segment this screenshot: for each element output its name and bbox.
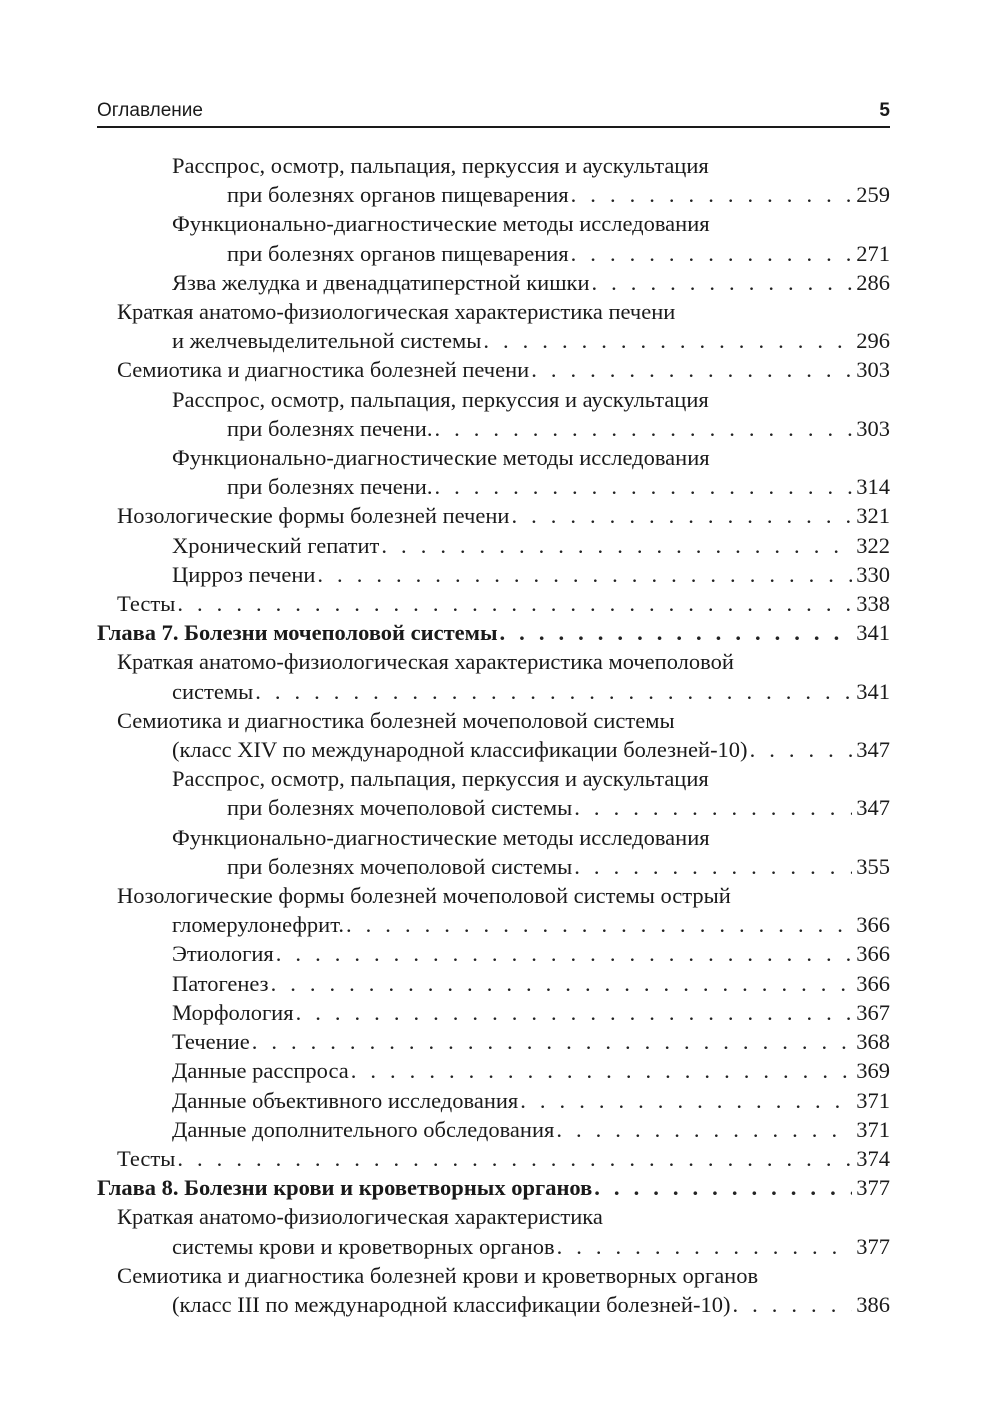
toc-entry-title: Нозологические формы болезней печени: [117, 503, 510, 529]
toc-entry-line: [117, 706, 890, 735]
dot-leader: [594, 1173, 852, 1202]
toc-entry-line: [172, 939, 890, 968]
toc-entry-line: [172, 764, 890, 793]
toc-entry[interactable]: [97, 151, 890, 209]
dot-leader: [434, 472, 852, 501]
toc-entry-title: и желчевыделительной системы: [172, 328, 482, 354]
dot-leader: [346, 910, 852, 939]
dot-leader: [520, 1086, 852, 1115]
toc-entry-line: [172, 239, 890, 268]
toc-entry-title: Язва желудка и двенадцатиперстной кишки: [172, 269, 590, 295]
dot-leader: [483, 326, 852, 355]
toc-entry[interactable]: [97, 589, 890, 618]
toc-entry[interactable]: [97, 385, 890, 443]
toc-entry-title: Функционально-диагностические методы исследования: [172, 445, 710, 471]
dot-leader: [177, 1144, 852, 1173]
toc-entry-line: [172, 268, 890, 297]
toc-page-number: 366: [856, 941, 890, 967]
toc-entry-title: Семиотика и диагностика болезней крови и кроветворных органов: [117, 1262, 759, 1288]
dot-leader: [317, 560, 852, 589]
toc-entry-title: Семиотика и диагностика болезней мочеполовой системы: [117, 707, 675, 733]
toc-entry-line: [172, 385, 890, 414]
toc-page-number: 355: [856, 853, 890, 879]
toc-entry[interactable]: [97, 443, 890, 501]
toc-entry[interactable]: [97, 647, 890, 705]
toc-entry-title: Данные объективного исследования: [172, 1087, 519, 1113]
toc-entry-line: [172, 1027, 890, 1056]
toc-entry-title: гломерулонефрит.: [172, 912, 344, 938]
toc-page-number: 259: [856, 182, 890, 208]
dot-leader: [732, 1290, 852, 1319]
toc-entry[interactable]: [97, 297, 890, 355]
dot-leader: [381, 531, 852, 560]
toc-entry[interactable]: [97, 939, 890, 968]
toc-page-number: 338: [856, 591, 890, 617]
toc-page-number: 271: [856, 240, 890, 266]
toc-entry-line: [117, 1261, 890, 1290]
toc-entry-title: Краткая анатомо-физиологическая характеристика мочеполовой: [117, 649, 734, 675]
toc-entry-line: [117, 1290, 890, 1319]
toc-page-number: 314: [856, 474, 890, 500]
toc-page-number: 366: [856, 912, 890, 938]
toc-entry-title: при болезнях органов пищеварения: [227, 182, 569, 208]
toc-page-number: 341: [856, 678, 890, 704]
toc-entry[interactable]: [97, 560, 890, 589]
dot-leader: [571, 180, 853, 209]
toc-entry[interactable]: [97, 1144, 890, 1173]
toc-entry-title: Нозологические формы болезней мочеполовой системы острый: [117, 883, 731, 909]
toc-entry-line: [172, 472, 890, 501]
toc-entry-line: [172, 969, 890, 998]
dot-leader: [177, 589, 852, 618]
toc-entry-title: Тесты: [117, 1145, 176, 1171]
toc-entry-title: при болезнях печени.: [227, 474, 433, 500]
toc-entry-title: Семиотика и диагностика болезней печени: [117, 357, 530, 383]
toc-entry-line: [172, 793, 890, 822]
toc-entry-title: при болезнях мочеполовой системы: [227, 853, 573, 879]
toc-entry[interactable]: [97, 706, 890, 764]
toc-entry[interactable]: [97, 1202, 890, 1260]
dot-leader: [252, 1027, 853, 1056]
toc-page-number: 369: [856, 1058, 890, 1084]
toc-entry-title: при болезнях органов пищеварения: [227, 240, 569, 266]
dot-leader: [500, 618, 853, 647]
toc-chapter-entry[interactable]: [97, 1173, 890, 1202]
toc-entry-title: Патогенез: [172, 970, 269, 996]
toc-entry-line: [117, 501, 890, 530]
dot-leader: [511, 501, 852, 530]
toc-page-number: 296: [856, 328, 890, 354]
dot-leader: [351, 1056, 853, 1085]
toc-entry-line: [97, 618, 890, 647]
toc-page-number: 341: [856, 620, 890, 646]
toc-page-number: 367: [856, 999, 890, 1025]
toc-page-number: 374: [856, 1145, 890, 1171]
toc-entry-title: Глава 7. Болезни мочеполовой системы: [97, 620, 498, 646]
toc-entry-title: (класс XIV по международной классификации болезней-10): [172, 737, 748, 763]
toc-page-number: 368: [856, 1029, 890, 1055]
toc-entry[interactable]: [97, 1261, 890, 1319]
toc-page-number: 347: [856, 795, 890, 821]
toc-entry[interactable]: [97, 209, 890, 267]
toc-entry-line: [117, 326, 890, 355]
toc-entry-title: системы: [172, 678, 254, 704]
toc-entry-line: [172, 1056, 890, 1085]
toc-entry[interactable]: [97, 764, 890, 822]
toc-entry-title: Расспрос, осмотр, пальпация, перкуссия и аускультация: [172, 766, 709, 792]
toc-entry-title: Течение: [172, 1029, 250, 1055]
table-of-contents: [97, 151, 890, 1319]
toc-page-number: 377: [856, 1233, 890, 1259]
toc-entry-title: Данные дополнительного обследования: [172, 1116, 555, 1142]
toc-entry-title: системы крови и кроветворных органов: [172, 1233, 555, 1259]
toc-page-number: 366: [856, 970, 890, 996]
toc-entry-title: Краткая анатомо-физиологическая характеристика печени: [117, 299, 676, 325]
running-header: [97, 100, 890, 128]
toc-entry-title: Данные расспроса: [172, 1058, 349, 1084]
dot-leader: [276, 939, 852, 968]
toc-entry-title: Этиология: [172, 941, 274, 967]
toc-entry-title: Функционально-диагностические методы исследования: [172, 824, 710, 850]
dot-leader: [556, 1115, 852, 1144]
toc-entry-line: [172, 1086, 890, 1115]
toc-entry[interactable]: [97, 355, 890, 384]
toc-entry[interactable]: [97, 501, 890, 530]
toc-entry-title: Расспрос, осмотр, пальпация, перкуссия и аускультация: [172, 386, 709, 412]
toc-entry-line: [117, 910, 890, 939]
toc-entry[interactable]: [97, 881, 890, 939]
toc-entry-line: [117, 735, 890, 764]
toc-entry[interactable]: [97, 1086, 890, 1115]
toc-entry-line: [97, 1173, 890, 1202]
dot-leader: [557, 1232, 853, 1261]
toc-entry-line: [172, 443, 890, 472]
toc-entry[interactable]: [97, 1027, 890, 1056]
toc-entry-title: Глава 8. Болезни крови и кроветворных органов: [97, 1175, 593, 1201]
toc-entry-line: [172, 560, 890, 589]
dot-leader: [571, 239, 853, 268]
page-number: 5: [879, 100, 890, 121]
toc-entry[interactable]: [97, 998, 890, 1027]
toc-entry-line: [172, 998, 890, 1027]
toc-page-number: 303: [856, 415, 890, 441]
toc-page-number: 322: [856, 532, 890, 558]
toc-page-number: 371: [856, 1087, 890, 1113]
toc-entry-line: [117, 1144, 890, 1173]
dot-leader: [255, 677, 852, 706]
toc-chapter-entry[interactable]: [97, 618, 890, 647]
toc-entry-title: (класс III по международной классификации болезней-10): [172, 1291, 731, 1317]
toc-entry-line: [172, 209, 890, 238]
toc-entry-title: Хронический гепатит: [172, 532, 380, 558]
toc-entry-line: [172, 823, 890, 852]
toc-entry-line: [117, 355, 890, 384]
toc-entry-line: [117, 881, 890, 910]
toc-entry-title: Морфология: [172, 999, 294, 1025]
toc-entry-title: Тесты: [117, 591, 176, 617]
toc-entry[interactable]: [97, 1115, 890, 1144]
toc-entry[interactable]: [97, 1056, 890, 1085]
toc-entry-title: Цирроз печени: [172, 561, 316, 587]
toc-entry-line: [172, 414, 890, 443]
toc-entry[interactable]: [97, 823, 890, 881]
toc-page-number: 286: [856, 269, 890, 295]
toc-entry[interactable]: [97, 531, 890, 560]
toc-page-number: 347: [856, 737, 890, 763]
toc-entry-line: [117, 677, 890, 706]
toc-entry[interactable]: [97, 268, 890, 297]
toc-entry-line: [117, 1232, 890, 1261]
toc-page-number: 330: [856, 561, 890, 587]
header-title: Оглавление: [97, 100, 203, 121]
toc-entry[interactable]: [97, 969, 890, 998]
toc-page-number: 303: [856, 357, 890, 383]
dot-leader: [750, 735, 853, 764]
toc-entry-line: [117, 297, 890, 326]
dot-leader: [271, 969, 853, 998]
toc-entry-line: [117, 1202, 890, 1231]
toc-entry-title: Функционально-диагностические методы исследования: [172, 211, 710, 237]
toc-entry-line: [117, 647, 890, 676]
toc-entry-line: [172, 151, 890, 180]
toc-entry-line: [172, 1115, 890, 1144]
toc-entry-line: [172, 531, 890, 560]
dot-leader: [434, 414, 852, 443]
toc-page-number: 377: [856, 1175, 890, 1201]
toc-page-number: 386: [856, 1291, 890, 1317]
toc-entry-title: при болезнях печени.: [227, 415, 433, 441]
toc-entry-title: Краткая анатомо-физиологическая характеристика: [117, 1204, 603, 1230]
toc-entry-line: [172, 180, 890, 209]
toc-page-number: 371: [856, 1116, 890, 1142]
dot-leader: [296, 998, 853, 1027]
dot-leader: [531, 355, 852, 384]
dot-leader: [574, 852, 852, 881]
toc-entry-line: [117, 589, 890, 618]
toc-entry-title: Расспрос, осмотр, пальпация, перкуссия и аускультация: [172, 153, 709, 178]
toc-entry-line: [172, 852, 890, 881]
dot-leader: [574, 793, 852, 822]
toc-page-number: 321: [856, 503, 890, 529]
dot-leader: [592, 268, 853, 297]
toc-entry-title: при болезнях мочеполовой системы: [227, 795, 573, 821]
